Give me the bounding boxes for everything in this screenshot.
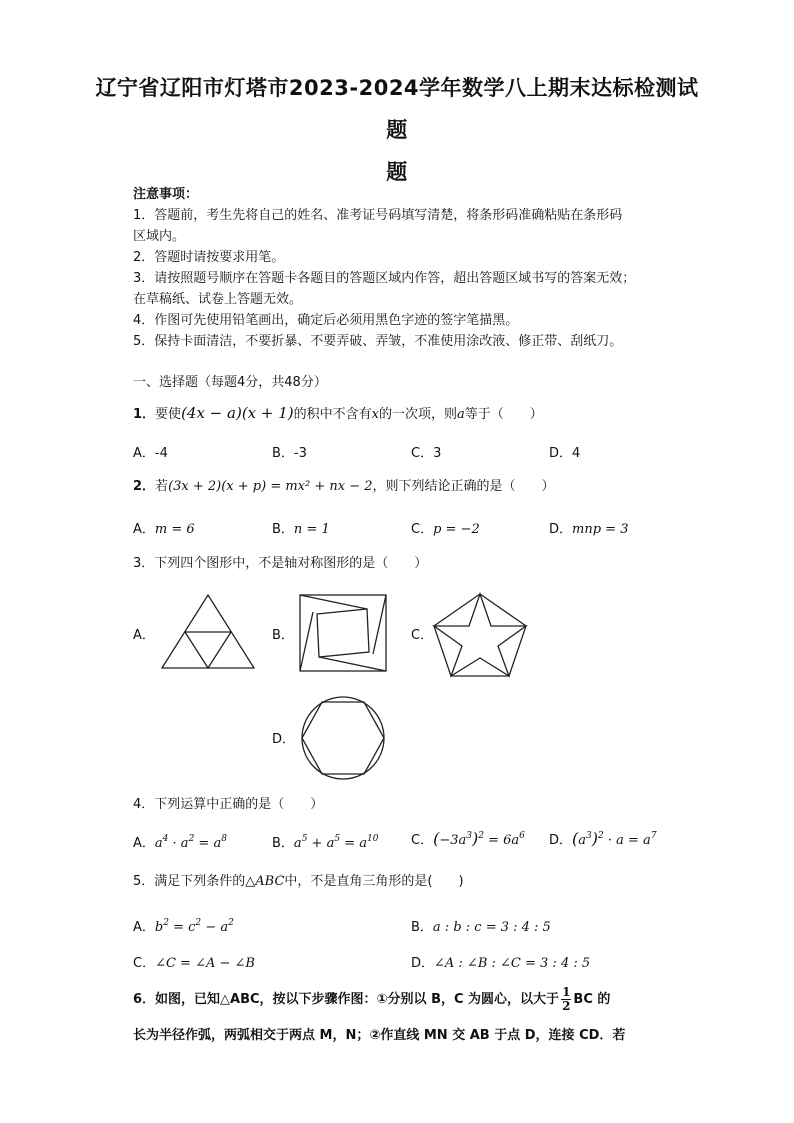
- question-5-pre: 5．满足下列条件的: [133, 874, 246, 889]
- note-5: 5．保持卡面清洁，不要折暴、不要弄破、弄皱，不准使用涂改液、修正带、刮纸刀。: [133, 334, 623, 349]
- question-2-post: ，则下列结论正确的是（ ）: [372, 479, 555, 494]
- q4-option-d-formula: $(a^3)^2 \cdot a = a^7$: [572, 829, 657, 848]
- question-2-stem: [133, 478, 555, 496]
- q2-option-b-label: B．: [272, 522, 294, 537]
- question-1-number: 1．: [133, 407, 156, 422]
- pinwheel-square-figure[interactable]: [297, 592, 389, 674]
- q5-option-b-text: a : b : c = 3 : 4 : 5: [432, 920, 551, 935]
- q2-option-c-label: C．: [411, 522, 434, 537]
- question-2-number: 2．: [133, 479, 156, 494]
- question-1-pre: 要使: [155, 407, 182, 422]
- fraction-numerator: 1: [562, 985, 571, 999]
- q5-option-d-label: D．: [411, 956, 435, 971]
- q1-option-d[interactable]: D．4: [549, 446, 581, 461]
- q2-option-c-text: p = −2: [433, 522, 480, 537]
- q4-option-c-label: C．: [411, 833, 434, 848]
- note-3-continued: 在草稿纸、试卷上答题无效。: [133, 292, 303, 307]
- q2-option-a-text: m = 6: [154, 522, 195, 537]
- q3-option-a-label[interactable]: A．: [133, 628, 155, 643]
- question-1-post: 等于（ ）: [464, 407, 543, 422]
- pentagon-star-figure[interactable]: [430, 590, 530, 680]
- fraction-denominator: 2: [562, 999, 571, 1013]
- q5-option-a[interactable]: [133, 916, 234, 935]
- q5-option-b[interactable]: [411, 916, 551, 935]
- question-5-post: 中，不是直角三角形的是( ): [284, 874, 464, 889]
- q2-option-d[interactable]: [549, 518, 628, 537]
- question-1-var-a: a: [457, 407, 465, 422]
- q2-option-c[interactable]: [411, 518, 480, 537]
- q5-option-b-label: B．: [411, 920, 433, 935]
- question-1-var-x: x: [371, 407, 379, 422]
- question-6-text-b: BC 的: [573, 992, 611, 1007]
- q1-option-a[interactable]: A．-4: [133, 446, 168, 461]
- q2-option-a[interactable]: [133, 518, 195, 537]
- question-2-expression: (3x + 2)(x + p) = mx² + nx − 2: [168, 479, 373, 494]
- q5-option-d-text: ∠A : ∠B : ∠C = 3 : 4 : 5: [434, 956, 591, 971]
- question-5-stem: [133, 873, 464, 891]
- q4-option-c[interactable]: [411, 829, 525, 848]
- page-title-duplicate: 题: [386, 160, 408, 184]
- question-1-stem: [133, 404, 543, 424]
- q4-option-d-label: D．: [549, 833, 573, 848]
- circle-hexagon-figure[interactable]: [298, 695, 388, 781]
- note-1-continued: 区域内。: [133, 229, 186, 244]
- q3-option-c-label[interactable]: C．: [411, 628, 434, 643]
- question-6-text-a: 6．如图，已知△ABC，按以下步骤作图：①分别以 B，C 为圆心，以大于: [133, 992, 560, 1007]
- q2-option-d-text: mnp = 3: [572, 522, 629, 537]
- q2-option-a-label: A．: [133, 522, 155, 537]
- question-2-pre: 若: [155, 479, 169, 494]
- question-5-triangle: △ABC: [245, 874, 285, 889]
- q5-option-c-text: ∠C = ∠A − ∠B: [155, 956, 255, 971]
- q3-option-b-label[interactable]: B．: [272, 628, 294, 643]
- q4-option-b-formula: $a^5 + a^5 = a^{10}$: [293, 834, 379, 851]
- question-1-mid2: 的一次项，则: [379, 407, 458, 422]
- q4-option-a-formula: $a^4 \cdot a^2 = a^8$: [154, 834, 227, 851]
- question-4-stem: 4．下列运算中正确的是（ ）: [133, 797, 324, 812]
- page-title: 辽宁省辽阳市灯塔市2023-2024学年数学八上期末达标检测试: [95, 76, 699, 100]
- q4-option-b[interactable]: [272, 832, 378, 851]
- note-1: 1．答题前，考生先将自己的姓名、准考证号码填写清楚，将条形码准确粘贴在条形码: [133, 208, 623, 223]
- q5-option-c-label: C．: [133, 956, 156, 971]
- q5-option-d[interactable]: [411, 952, 590, 971]
- q4-option-a-label: A．: [133, 836, 155, 851]
- page-title-continued: 题: [386, 118, 408, 142]
- q2-option-b[interactable]: [272, 518, 330, 537]
- question-1-expression: (4x − a)(x + 1): [181, 404, 294, 422]
- q4-option-b-label: B．: [272, 836, 294, 851]
- q1-option-c[interactable]: C．3: [411, 446, 442, 461]
- fraction-one-half: [561, 986, 571, 1013]
- q4-option-c-formula: $(-3a^3)^2 = 6a^6$: [433, 829, 525, 848]
- question-3-stem: 3．下列四个图形中，不是轴对称图形的是（ ）: [133, 556, 428, 571]
- q1-option-b[interactable]: B．-3: [272, 446, 307, 461]
- note-2: 2．答题时请按要求用笔。: [133, 250, 285, 265]
- notes-header: 注意事项：: [133, 187, 199, 202]
- q5-option-c[interactable]: [133, 952, 255, 971]
- note-4: 4．作图可先使用铅笔画出，确定后必须用黑色字迹的签字笔描黑。: [133, 313, 519, 328]
- note-3: 3．请按照题号顺序在答题卡各题目的答题区域内作答，超出答题区域书写的答案无效；: [133, 271, 636, 286]
- question-6-line-1: [133, 986, 610, 1013]
- section-header: 一、选择题（每题4分，共48分）: [133, 375, 327, 390]
- question-1-mid1: 的积中不含有: [293, 407, 372, 422]
- q2-option-b-text: n = 1: [293, 522, 330, 537]
- q5-option-a-label: A．: [133, 920, 155, 935]
- triangle-figure[interactable]: [158, 592, 258, 672]
- q5-option-a-formula: $b^2 = c^2 - a^2$: [154, 918, 234, 935]
- q3-option-d-label[interactable]: D．: [272, 732, 296, 747]
- q4-option-d[interactable]: [549, 829, 657, 848]
- q2-option-d-label: D．: [549, 522, 573, 537]
- question-6-line-2: 长为半径作弧，两弧相交于两点 M，N；②作直线 MN 交 AB 于点 D，连接 CD．若: [133, 1028, 626, 1043]
- q4-option-a[interactable]: [133, 832, 227, 851]
